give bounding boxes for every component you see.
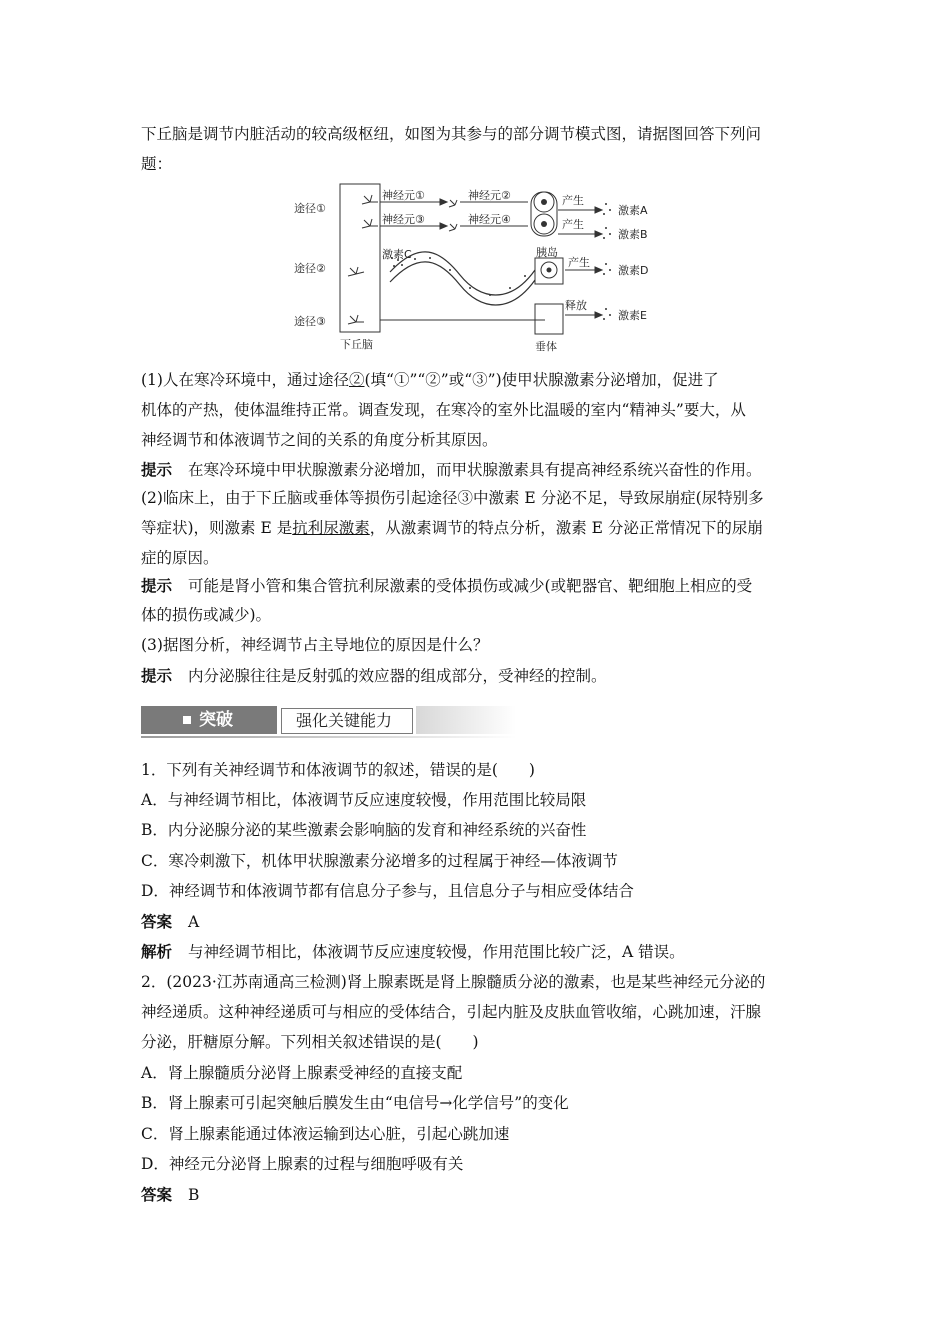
intro-line-2: 题： [141, 155, 173, 173]
ex2-option-d: D．神经元分泌肾上腺素的过程与细胞呼吸有关 [141, 1155, 464, 1173]
hormone-a-label: 激素A [618, 204, 648, 217]
islet-label: 胰岛 [536, 246, 558, 259]
release-label: 释放 [565, 299, 587, 312]
produce-label-2: 产生 [562, 218, 584, 231]
section-banner [141, 704, 517, 738]
pathway-3-label: 途径③ [294, 315, 326, 328]
ex2-stem-3: 分泌，肝糖原分解。下列相关叙述错误的是( ) [141, 1033, 479, 1051]
hypothalamus-box [340, 184, 380, 332]
ex1-stem: 1．下列有关神经调节和体液调节的叙述，错误的是( ) [141, 761, 535, 779]
ex2-stem-2: 神经递质。这种神经递质可与相应的受体结合，引起内脏及皮肤血管收缩，心跳加速，汗腺 [141, 1003, 762, 1021]
hypothalamus-label: 下丘脑 [340, 338, 373, 351]
q2-hint-2: 体的损伤或减少)。 [141, 606, 272, 624]
ex2-stem-1: 2．(2023·江苏南通高三检测)肾上腺素既是肾上腺髓质分泌的激素，也是某些神经元分泌的 [141, 973, 766, 991]
q1-line-2: 机体的产热，使体温维持正常。调查发现，在寒冷的室外比温暖的室内“精神头”要大，从 [141, 401, 746, 419]
banner-right-label: 强化关键能力 [296, 711, 393, 730]
pathway-2-label: 途径② [294, 262, 326, 275]
q3-line-1: (3)据图分析，神经调节占主导地位的原因是什么？ [141, 636, 489, 654]
neuron-3-label: 神经元③ [382, 213, 425, 226]
ex1-option-a: A．与神经调节相比，体液调节反应速度较慢，作用范围比较局限 [141, 791, 587, 809]
pathway-1-label: 途径① [294, 202, 326, 215]
pituitary-box [535, 304, 563, 334]
ex2-option-b: B．肾上腺素可引起突触后膜发生由“电信号→化学信号”的变化 [141, 1094, 569, 1112]
ex1-option-c: C．寒冷刺激下，机体甲状腺激素分泌增多的过程属于神经—体液调节 [141, 852, 618, 870]
pituitary-label: 垂体 [535, 340, 557, 353]
neuron-4-label: 神经元④ [468, 213, 511, 226]
q1-hint: 提示 在寒冷环境中甲状腺激素分泌增加，而甲状腺激素具有提高神经系统兴奋性的作用。 [141, 461, 762, 479]
hormone-b-label: 激素B [618, 228, 648, 241]
square-icon [183, 716, 191, 724]
neuron-2-label: 神经元② [468, 189, 511, 202]
hormone-e-label: 激素E [618, 309, 647, 322]
ex1-analysis: 解析 与神经调节相比，体液调节反应速度较慢，作用范围比较广泛，A 错误。 [141, 943, 685, 961]
intro-line-1: 下丘脑是调节内脏活动的较高级枢纽，如图为其参与的部分调节模式图，请据图回答下列问 [141, 125, 762, 143]
regulation-diagram [290, 180, 670, 355]
q2-answer: 抗利尿激素 [292, 519, 370, 537]
ex2-option-c: C．肾上腺素能通过体液运输到达心脏，引起心跳加速 [141, 1125, 510, 1143]
q2-hint-1: 提示 可能是肾小管和集合管抗利尿激素的受体损伤或减少(或靶器官、靶细胞上相应的受 [141, 577, 753, 595]
produce-label-1: 产生 [562, 194, 584, 207]
q3-hint: 提示 内分泌腺往往是反射弧的效应器的组成部分，受神经的控制。 [141, 667, 607, 685]
ex2-option-a: A．肾上腺髓质分泌肾上腺素受神经的直接支配 [141, 1064, 463, 1082]
ex2-answer: 答案 B [141, 1186, 200, 1204]
q1-answer: ② [348, 371, 365, 389]
neuron-1-label: 神经元① [382, 189, 425, 202]
ex1-option-b: B．内分泌腺分泌的某些激素会影响脑的发育和神经系统的兴奋性 [141, 821, 587, 839]
banner-left-label: 突破 [199, 710, 233, 730]
q1-line-3: 神经调节和体液调节之间的关系的角度分析其原因。 [141, 431, 498, 449]
hormone-d-label: 激素D [618, 264, 649, 277]
q2-line-2: 等症状)，则激素 E 是抗利尿激素，从激素调节的特点分析，激素 E 分泌正常情况下的尿崩 [141, 519, 763, 537]
q2-line-3: 症的原因。 [141, 549, 219, 567]
ex1-answer: 答案 A [141, 913, 200, 931]
q1-line-1: (1)人在寒冷环境中，通过途径②(填“①”“②”或“③”)使甲状腺激素分泌增加，促进了 [141, 371, 719, 389]
hormone-dots [603, 203, 611, 320]
q2-line-1: (2)临床上，由于下丘脑或垂体等损伤引起途径③中激素 E 分泌不足，导致尿崩症(尿特别多 [141, 489, 764, 507]
produce-label-3: 产生 [568, 256, 590, 269]
hormone-c-label: 激素C [382, 248, 412, 261]
ex1-option-d: D．神经调节和体液调节都有信息分子参与，且信息分子与相应受体结合 [141, 882, 634, 900]
